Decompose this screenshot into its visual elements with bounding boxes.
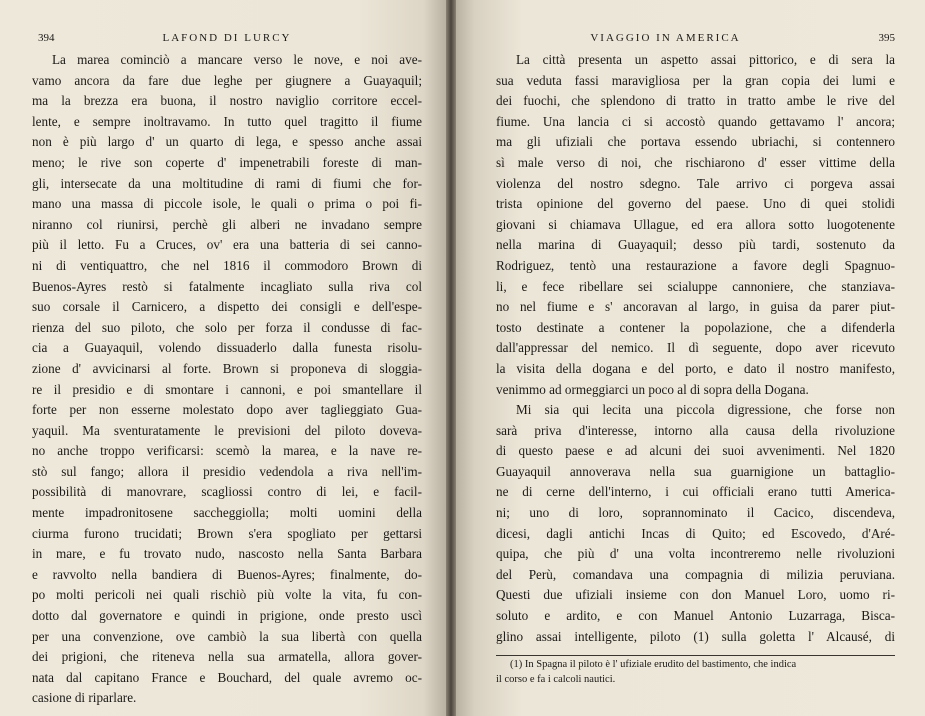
text-line: trista opinione del governo del paese. Uno di quei stolidi [496, 196, 895, 212]
text-line: Questi due ufiziali insieme con don Manuel Loro, uomo ri- [496, 587, 895, 603]
text-line: dei fuochi, che splendono di tratto in tratto ambe le rive del [496, 93, 895, 109]
text-line: cia a Guayaquil, volendo dissuaderlo dalla funesta risolu- [32, 340, 422, 356]
text-line: la visita della dogana e del porto, e dato il nostro manifesto, [496, 360, 895, 376]
page-number-left: 394 [38, 32, 55, 44]
text-line: non è più largo d' un quarto di lega, e spesso anche assai [32, 134, 422, 150]
text-line: ma la brezza era buona, il nostro naviglio corritore eccel- [32, 93, 422, 109]
text-line: Guayaquil annoverava nella sua guarnigione un battaglio- [496, 463, 895, 479]
text-line: rienza del suo piloto, che solo per forza il condusse di fac- [32, 319, 422, 335]
text-line: po molti pericoli nei quali rischiò più volte la vita, fu con- [32, 587, 422, 603]
text-line: suo corsale il Carnicero, a dispetto dei consigli e dell'espe- [32, 299, 422, 315]
text-line: re il presidio e di smontare i cannoni, e poi smantellare il [32, 381, 422, 397]
text-line: lente, e sempre inoltravamo. In tutto quel tragitto il fiume [32, 113, 422, 129]
text-line: quipa, che più d' una volta incontreremo nelle rivoluzioni [496, 546, 895, 562]
text-line: mente impadronitosene saccheggiolla; molti uomini della [32, 505, 422, 521]
text-line: vamo ancora da fare due leghe per giugnere a Guayaquil; [32, 72, 422, 88]
text-line: La marea cominciò a mancare verso le nove, e noi ave- [52, 52, 422, 67]
text-line: ciurma furono trucidati; Brown s'era spogliato per gettarsi [32, 525, 422, 541]
text-line: sì male verso di noi, che rischiarono d' esser vittime della [496, 154, 895, 170]
text-line: forte per non esserne molestato dopo aver taglieggiato Gua- [32, 402, 422, 418]
text-line: stò sul fango; allora il presidio vedendola a riva nell'im- [32, 463, 422, 479]
text-line: no nel fiume e s' ancoravan al largo, in guisa da parer piut- [496, 299, 895, 315]
text-line: ni; uno di loro, soprannominato il Cacico, discendeva, [496, 505, 895, 521]
text-line: ma gli ufiziali che portava essendo ubriachi, si contennero [496, 134, 895, 150]
text-line: Rodriguez, tentò una restaurazione a favore degli Spagnuo- [496, 257, 895, 273]
text-line: meno; le rive son coperte d' impenetrabili foreste di man- [32, 154, 422, 170]
text-line: casione di riparlare. [32, 690, 137, 706]
text-line: e ravvolto nella bandiera di Buenos-Ayres; finalmente, do- [32, 566, 422, 582]
text-line: no anche troppo verificarsi: scemò la marea, e la nave re- [32, 443, 422, 459]
text-line: li, e fece ribellare sei scialuppe cannoniere, che stanziava- [496, 278, 895, 294]
left-page-body [32, 50, 422, 709]
right-page-body [496, 50, 895, 647]
text-line: del Perù, comandava una compagnia di milizia peruviana. [496, 566, 895, 582]
text-line: Buenos-Ayres restò si fatalmente incagliato sulla riva col [32, 278, 422, 294]
text-line: sarà priva d'interesse, intorno alla causa della rivoluzione [496, 422, 895, 438]
text-line: giovani si chiamava Ullague, ed era allora sotto luogotenente [496, 216, 895, 232]
text-line: gli, intersecate da una moltitudine di rami di fiumi che for- [32, 175, 422, 191]
footnote [496, 656, 895, 686]
text-line: dei prigioni, che riteneva nella sua armatella, allora gover- [32, 649, 422, 665]
text-line: in mare, e fu trovato nudo, nascosto nella Santa Barbara [32, 546, 422, 562]
text-line: tosto destinate a contener la popolazione, che a difenderla [496, 319, 895, 335]
right-page [456, 0, 925, 716]
right-page-header [496, 30, 895, 50]
book-gutter [446, 0, 456, 716]
text-line: dicesi, dagli antichi Incas di Quito; ed Escovedo, d'Aré- [496, 525, 895, 541]
footnote-line: il corso e fa i calcoli nautici. [496, 674, 616, 686]
text-line: di questo paese e ad alcuni dei suoi avvenimenti. Nel 1820 [496, 443, 895, 459]
text-line: Mi sia qui lecita una piccola digressione, che forse non [516, 402, 895, 418]
text-line: mano una massa di piccole isole, le quali o prima o poi fi- [32, 196, 422, 212]
text-line: più il letto. Fu a Cruces, ov' era una batteria di sei canno- [32, 237, 422, 253]
left-page [0, 0, 446, 716]
running-head-left: LAFOND DI LURCY [162, 32, 292, 44]
text-line: dotto dal governatore e quindi in prigione, onde presto uscì [32, 608, 422, 624]
text-line: dall'appressar del nemico. Il dì seguente, dopo aver ricevuto [496, 340, 895, 356]
text-line: sua veduta fassi maravigliosa per la gran copia dei lumi e [496, 72, 895, 88]
page-number-right: 395 [878, 32, 895, 44]
text-line: glino assai intelligente, piloto (1) sulla goletta l' Alcausé, di [496, 628, 895, 644]
footnote-line: (1) In Spagna il piloto è l' ufiziale erudito del bastimento, che indica [510, 659, 797, 671]
text-line: La città presenta un aspetto assai pittorico, e di sera la [516, 52, 895, 67]
text-line: nella marina di Guayaquil; desso più tardi, sostenuto da [496, 237, 895, 253]
text-line: venimmo ad ormeggiarci un poco al di sopra della Dogana. [496, 381, 809, 397]
text-line: fiume. Una lancia ci si accostò quando gettavamo l' ancora; [496, 113, 895, 129]
text-line: ne di cerne dell'interno, i cui officiali erano tutti America- [496, 484, 895, 500]
text-line: yaquil. Ma sventuratamente le previsioni del piloto doveva- [32, 422, 422, 438]
left-page-header [32, 30, 422, 50]
running-head-right: VIAGGIO IN AMERICA [590, 32, 741, 44]
text-line: per una convenzione, ove cambiò la sua libertà con quella [32, 628, 422, 644]
text-line: soluto e ardito, e con Manuel Antonio Luzarraga, Bisca- [496, 608, 895, 624]
text-line: ni di ventiquattro, che nel 1816 il commodoro Brown di [32, 257, 422, 273]
text-line: violenza del nostro sdegno. Tale arrivo ci porgeva assai [496, 175, 895, 191]
text-line: possibilità di manovrare, scagliossi contro di lei, e facil- [32, 484, 422, 500]
text-line: niranno col riunirsi, perchè gli alberi ne invadano sempre [32, 216, 422, 232]
text-line: nata dal capitano France e Bouchard, del quale avremo oc- [32, 669, 422, 685]
text-line: zione d' avvicinarsi al forte. Brown si proponeva di sloggia- [32, 360, 422, 376]
